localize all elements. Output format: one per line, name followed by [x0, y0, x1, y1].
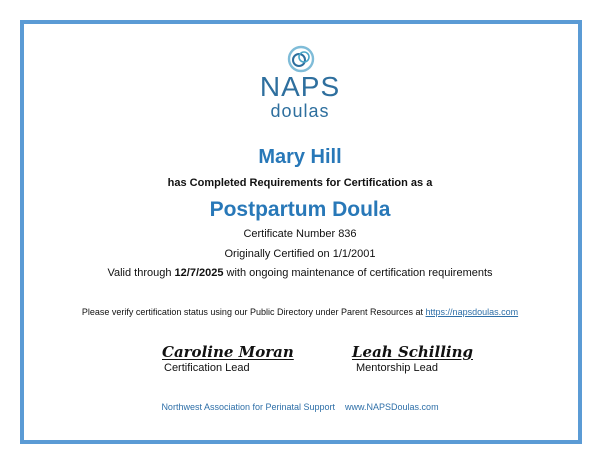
role-certification-lead: Certification Lead: [164, 362, 250, 374]
footer: [0, 401, 600, 413]
original-certification-date: Originally Certified on 1/1/2001: [224, 248, 376, 260]
signature-mentorship-lead: Leah Schilling: [352, 343, 473, 361]
certificate-number: Certificate Number 836: [243, 228, 357, 240]
footer-organization: Northwest Association for Perinatal Support: [161, 402, 336, 412]
verification-text: Please verify certification status using our Public Directory under Parent Resources at: [81, 307, 426, 317]
signature-certification-lead: Caroline Moran: [162, 343, 294, 361]
recipient-name: Mary Hill: [258, 146, 342, 168]
validity-statement: [0, 266, 600, 280]
completion-statement: has Completed Requirements for Certification as a: [167, 177, 433, 189]
credential-title: Postpartum Doula: [209, 198, 391, 221]
brand-name: NAPS: [259, 71, 341, 102]
role-mentorship-lead: Mentorship Lead: [356, 362, 438, 374]
validity-date: 12/7/2025: [174, 267, 224, 279]
footer-website: www.NAPSDoulas.com: [345, 402, 439, 412]
validity-prefix: Valid through: [107, 267, 175, 279]
verification-link[interactable]: https://napsdoulas.com: [425, 307, 519, 317]
verification-note: [0, 306, 600, 318]
rings-logo-icon: [286, 44, 316, 74]
brand-subtitle: doulas: [270, 101, 330, 121]
validity-suffix: with ongoing maintenance of certification requirements: [223, 267, 493, 279]
